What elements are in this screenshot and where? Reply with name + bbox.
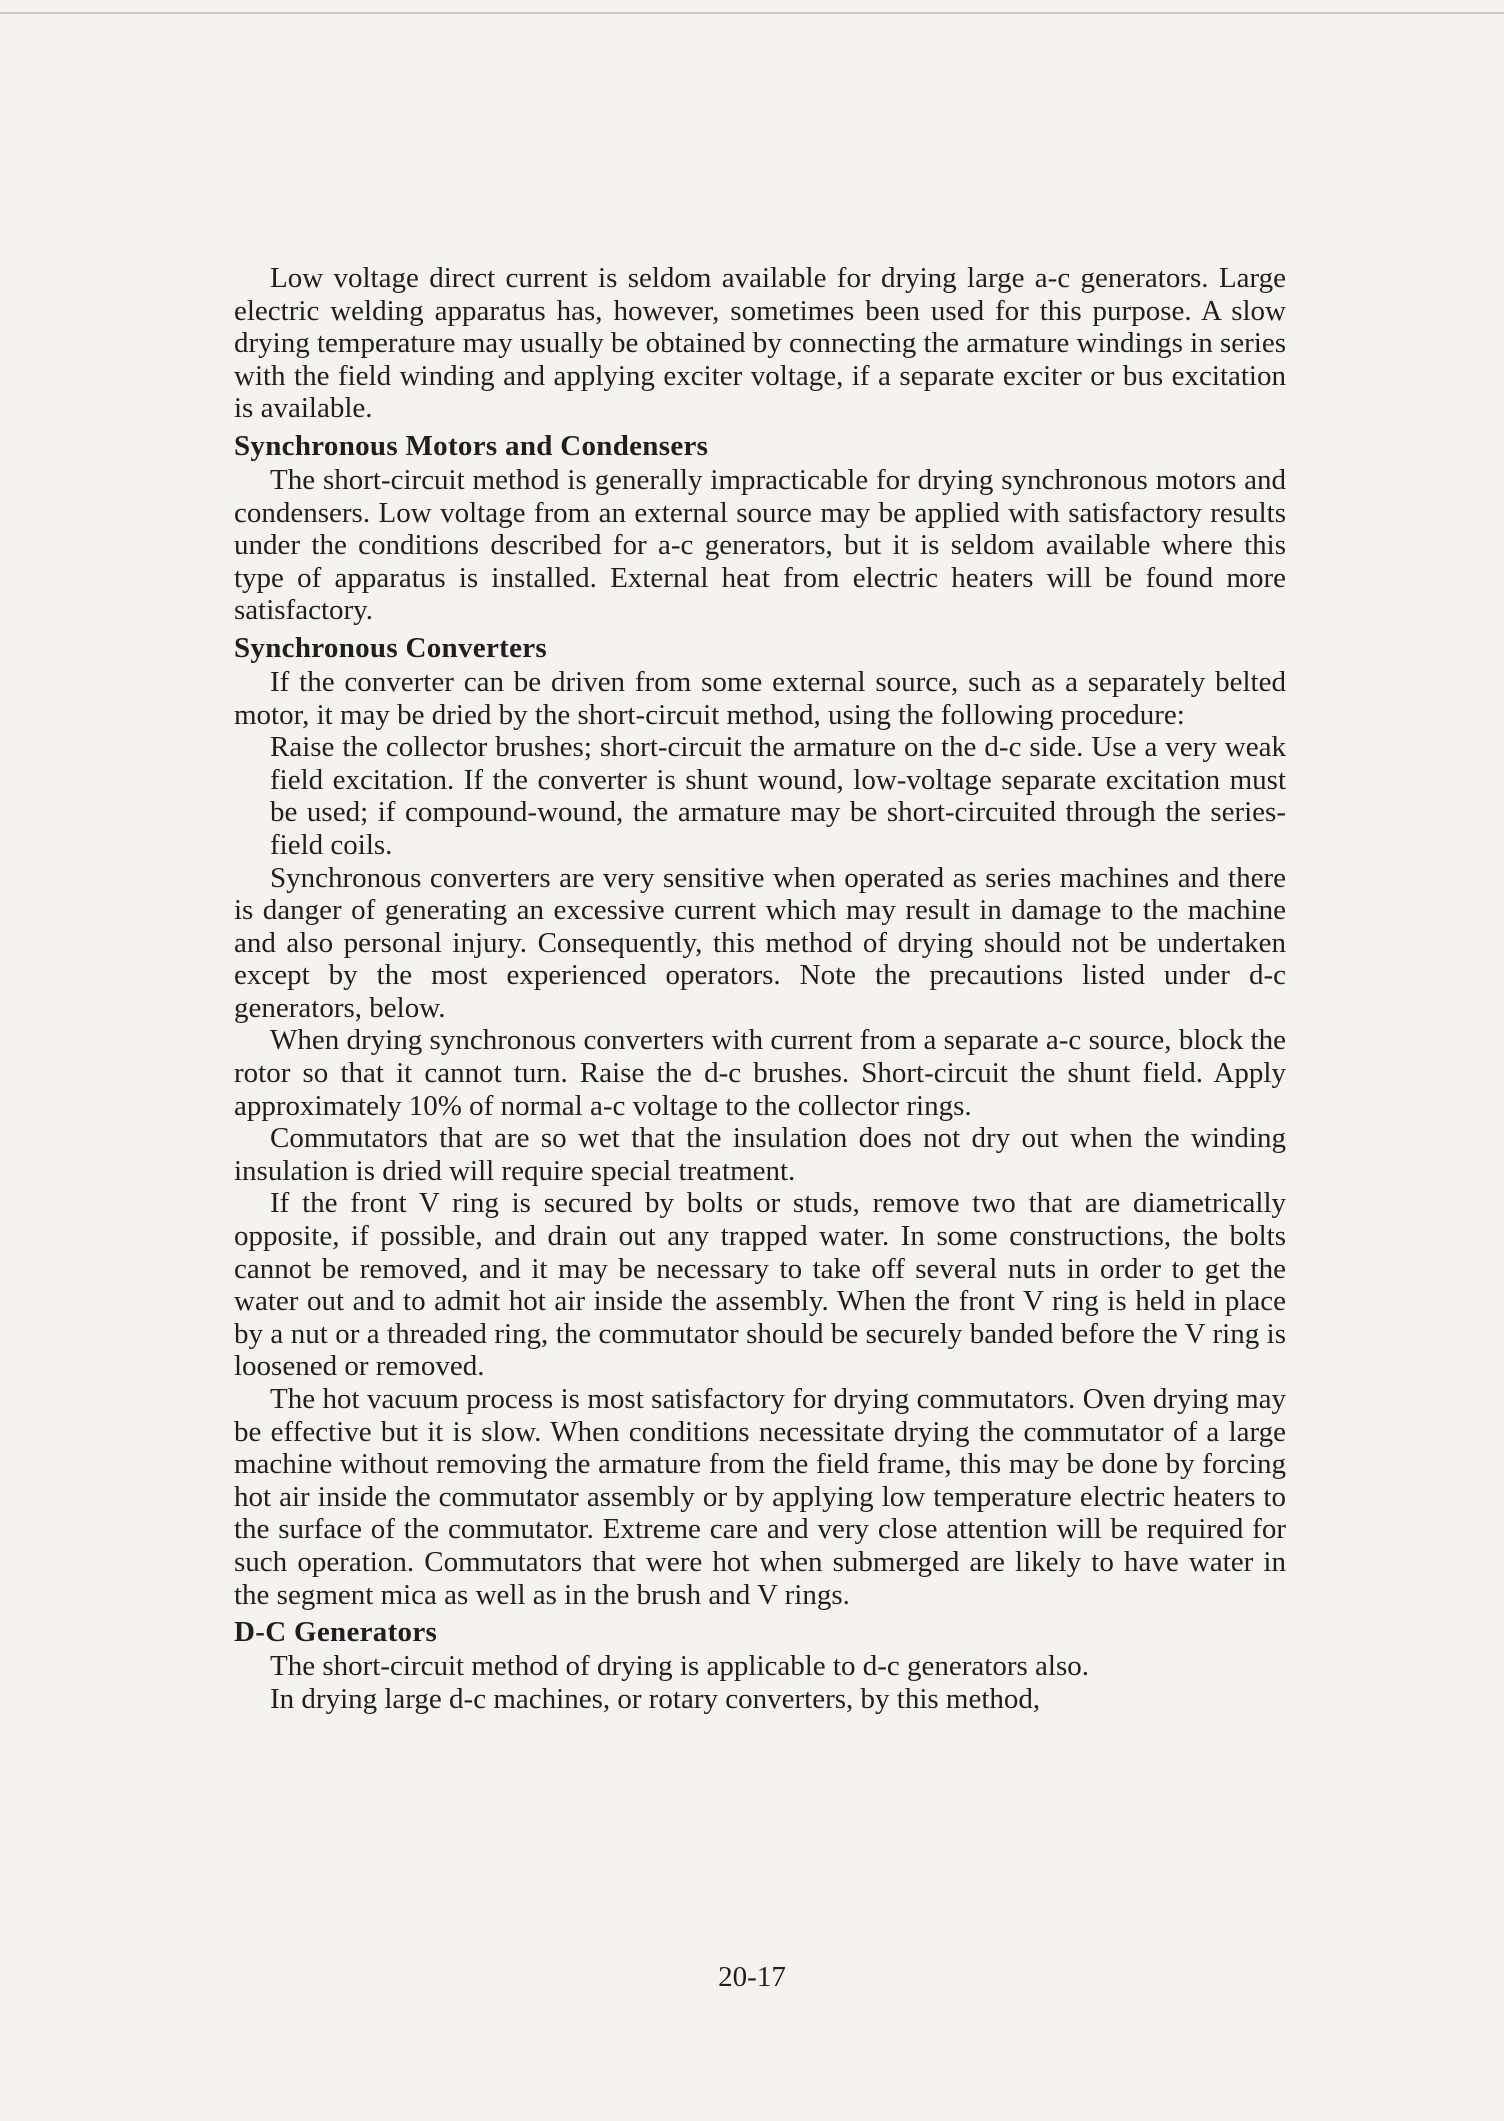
paragraph-converters-ac-source: When drying synchronous converters with current from a separate a-c source, block the rotor so that it cannot turn. Raise the d-c brushes. Short-circuit the shunt field. Apply approximately 10% of normal a-c voltage to the collector rings. [234,1024,1286,1122]
paragraph-intro: Low voltage direct current is seldom available for drying large a-c generators. Large electric welding apparatus has, however, sometimes been used for this purpose. A slow drying temperature may usually be obtained by connecting the armature windings in series with the field winding and applying exciter voltage, if a separate exciter or bus excitation is available. [234,262,1286,425]
heading-synchronous-converters: Synchronous Converters [234,631,547,664]
page-top-rule [0,12,1504,14]
page-body [234,262,1286,1715]
paragraph-converters-warning: Synchronous converters are very sensitive when operated as series machines and there is danger of generating an excessive current which may result in damage to the machine and also personal injury. Consequently, this method of drying should not be undertaken except by the most experienced operators. Note the precautions listed under d-c generators, below. [234,861,1286,1024]
paragraph-commutators-wet: Commutators that are so wet that the insulation does not dry out when the winding insulation is dried will require special treatment. [234,1122,1286,1187]
paragraph-synchronous-motors: The short-circuit method is generally impracticable for drying synchronous motors and condensers. Low voltage from an external source may be applied with satisfactory results under the conditions described for a-c generators, but it is seldom available where this type of apparatus is installed. External heat from electric heaters will be found more satisfactory. [234,463,1286,627]
paragraph-dc-generators-2: In drying large d-c machines, or rotary converters, by this method, [270,1682,1041,1715]
heading-synchronous-motors: Synchronous Motors and Condensers [234,429,709,462]
paragraph-hot-vacuum: The hot vacuum process is most satisfactory for drying commutators. Oven drying may be effective but it is slow. When conditions necessitate drying the commutator of a large machine without removing the armature from the field frame, this may be done by forcing hot air inside the commutator assembly or by applying low temperature electric heaters to the surface of the commutator. Extreme care and very close attention will be required for such operation. Commutators that were hot when submerged are likely to have water in the segment mica as well as in the brush and V rings. [234,1383,1286,1611]
paragraph-converters-procedure: Raise the collector brushes; short-circuit the armature on the d-c side. Use a very weak field excitation. If the converter is shunt wound, low-voltage separate excitation must be used; if compound-wound, the armature may be short-circuited through the series-field coils. [270,731,1286,861]
heading-dc-generators: D-C Generators [234,1616,438,1649]
paragraph-dc-generators-1: The short-circuit method of drying is applicable to d-c generators also. [270,1650,1089,1683]
page-number: 20-17 [718,1961,786,1993]
paragraph-converters-intro: If the converter can be driven from some external source, such as a separately belted motor, it may be dried by the short-circuit method, using the following procedure: [234,665,1286,731]
paragraph-v-ring: If the front V ring is secured by bolts or studs, remove two that are diametrically opposite, if possible, and drain out any trapped water. In some constructions, the bolts cannot be removed, and it may be necessary to take off several nuts in order to get the water out and to admit hot air inside the assembly. When the front V ring is held in place by a nut or a threaded ring, the commutator should be securely banded before the V ring is loosened or removed. [234,1187,1286,1383]
